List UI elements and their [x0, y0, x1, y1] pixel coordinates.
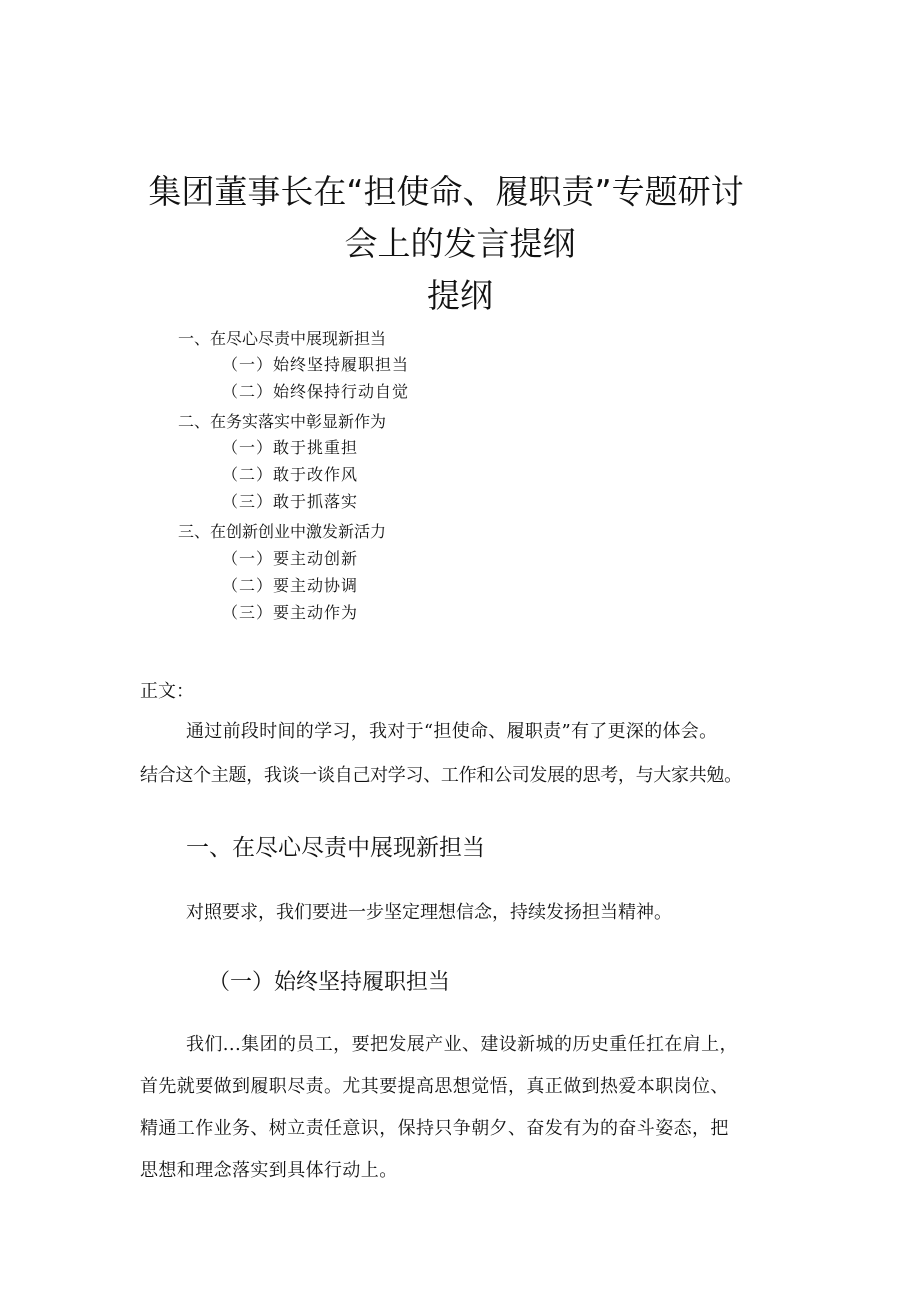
- outline-item: （一）敢于挑重担: [222, 438, 359, 457]
- document-subtitle: 提纲: [427, 276, 493, 315]
- outline-item: （二）始终保持行动自觉: [222, 382, 410, 401]
- outline-heading-1: 一、在尽心尽责中展现新担当: [178, 329, 387, 348]
- outline-item: （一）要主动创新: [222, 549, 359, 568]
- paragraph-line: 我们...集团的员工，要把发展产业、建设新城的历史重任扛在肩上，: [186, 1034, 738, 1055]
- outline-item: （二）敢于改作风: [222, 465, 359, 484]
- outline-heading-2: 二、在务实落实中彰显新作为: [178, 412, 387, 431]
- document-title-line-1: 集团董事长在“担使命、履职责”专题研讨: [148, 172, 744, 211]
- outline-heading-3: 三、在创新创业中激发新活力: [178, 522, 387, 541]
- intro-line-2: 结合这个主题，我谈一谈自己对学习、工作和公司发展的思考，与大家共勉。: [140, 765, 742, 786]
- document-title-line-2: 会上的发言提纲: [344, 224, 576, 263]
- paragraph-line: 首先就要做到履职尽责。尤其要提高思想觉悟，真正做到热爱本职岗位、: [140, 1076, 729, 1097]
- paragraph-line: 精通工作业务、树立责任意识，保持只争朝夕、奋发有为的奋斗姿态，把: [140, 1118, 729, 1139]
- section-1-sub-1-heading: （一）始终坚持履职担当: [208, 970, 451, 995]
- paragraph-line: 思想和理念落实到具体行动上。: [140, 1160, 398, 1181]
- outline-item: （三）敢于抓落实: [222, 492, 359, 511]
- section-1-paragraph: 对照要求，我们要进一步坚定理想信念，持续发扬担当精神。: [186, 902, 672, 923]
- body-label: 正文：: [140, 681, 194, 702]
- outline-item: （一）始终坚持履职担当: [222, 355, 410, 374]
- outline-item: （三）要主动作为: [222, 603, 359, 622]
- intro-line-1: 通过前段时间的学习，我对于“担使命、履职责”有了更深的体会。: [186, 721, 718, 742]
- section-1-heading: 一、在尽心尽责中展现新担当: [186, 835, 485, 861]
- outline-item: （二）要主动协调: [222, 576, 359, 595]
